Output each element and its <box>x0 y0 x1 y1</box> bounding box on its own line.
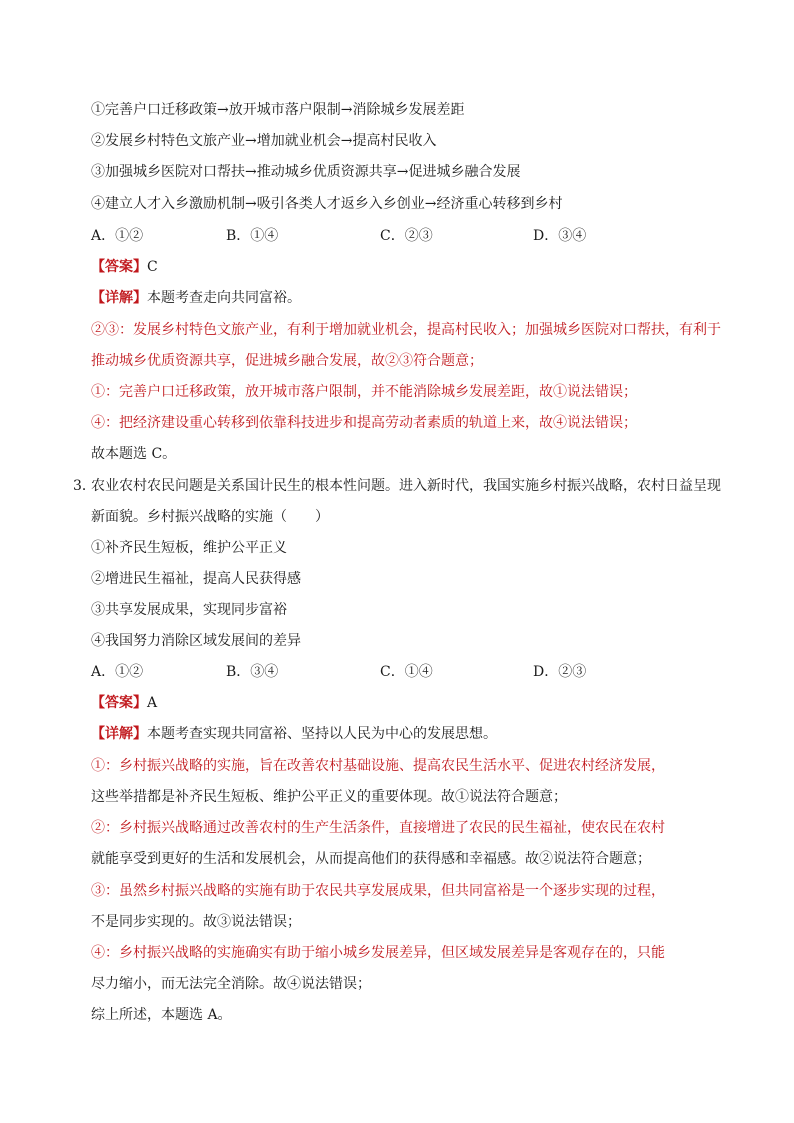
q2-option-b: B．①④ <box>226 228 279 244</box>
q3-statement-1: ①补齐民生短板，维护公平正义 <box>91 540 287 556</box>
detail-text: 本题考查实现共同富裕、坚持以人民为中心的发展思想。 <box>147 726 497 742</box>
detail-tag: 【详解】 <box>91 290 147 306</box>
q2-statement-1: ①完善户口迁移政策→放开城市落户限制→消除城乡发展差距 <box>91 102 465 118</box>
q3-option-b: B．③④ <box>226 664 279 680</box>
q2-conclusion: 故本题选 C。 <box>91 446 177 462</box>
q2-option-c: C．②③ <box>380 228 433 244</box>
q3-explanation-line: ④：乡村振兴战略的实施确实有助于缩小城乡发展差异，但区域发展差异是客观存在的，只能 <box>91 945 665 961</box>
q3-explanation-line: ①：乡村振兴战略的实施，旨在改善农村基础设施、提高农民生活水平、促进农村经济发展， <box>91 758 665 774</box>
q2-statement-3: ③加强城乡医院对口帮扶→推动城乡优质资源共享→促进城乡融合发展 <box>91 164 521 180</box>
q3-option-a: A．①② <box>91 664 144 680</box>
q2-answer <box>91 257 158 277</box>
q2-statement-2: ②发展乡村特色文旅产业→增加就业机会→提高村民收入 <box>91 133 437 149</box>
answer-value: C <box>147 259 158 275</box>
q2-wrong-line: ①：完善户口迁移政策，放开城市落户限制，并不能消除城乡发展差距，故①说法错误； <box>91 384 637 400</box>
q2-option-a: A．①② <box>91 228 144 244</box>
q3-option-c: C．①④ <box>380 664 433 680</box>
q3-statement-2: ②增进民生福祉，提高人民获得感 <box>91 571 301 587</box>
q3-detail <box>91 724 497 744</box>
q3-answer <box>91 693 157 713</box>
q3-explanation-line: 不是同步实现的。故③说法错误； <box>91 914 301 930</box>
q3-statement-4: ④我国努力消除区域发展间的差异 <box>91 633 301 649</box>
q3-conclusion: 综上所述，本题选 A。 <box>91 1007 232 1023</box>
q2-explanation-line: 推动城乡优质资源共享，促进城乡融合发展，故②③符合题意； <box>91 353 483 369</box>
answer-value: A <box>147 695 158 711</box>
q2-wrong-line: ④：把经济建设重心转移到依靠科技进步和提高劳动者素质的轨道上来，故④说法错误； <box>91 415 637 431</box>
answer-tag: 【答案】 <box>91 695 147 711</box>
q2-option-d: D．③④ <box>533 228 587 244</box>
q3-stem-line: 新面貌。乡村振兴战略的实施（ ） <box>91 509 329 525</box>
q3-statement-3: ③共享发展成果，实现同步富裕 <box>91 602 287 618</box>
q2-explanation-line: ②③：发展乡村特色文旅产业，有利于增加就业机会，提高村民收入；加强城乡医院对口帮扶，有利于 <box>91 322 721 338</box>
detail-tag: 【详解】 <box>91 726 147 742</box>
q3-number: 3． <box>73 478 96 494</box>
q3-option-d: D．②③ <box>533 664 587 680</box>
q3-explanation-line: 这些举措都是补齐民生短板、维护公平正义的重要体现。故①说法符合题意； <box>91 789 567 805</box>
q3-explanation-line: ②：乡村振兴战略通过改善农村的生产生活条件，直接增进了农民的民生福祉，使农民在农村 <box>91 820 665 836</box>
q2-detail <box>91 288 301 308</box>
detail-text: 本题考查走向共同富裕。 <box>147 290 301 306</box>
q3-explanation-line: 就能享受到更好的生活和发展机会，从而提高他们的获得感和幸福感。故②说法符合题意； <box>91 851 651 867</box>
q2-statement-4: ④建立人才入乡激励机制→吸引各类人才返乡入乡创业→经济重心转移到乡村 <box>91 196 563 212</box>
answer-tag: 【答案】 <box>91 259 147 275</box>
q3-explanation-line: ③：虽然乡村振兴战略的实施有助于农民共享发展成果，但共同富裕是一个逐步实现的过程， <box>91 883 665 899</box>
q3-explanation-line: 尽力缩小，而无法完全消除。故④说法错误； <box>91 976 371 992</box>
q3-stem-line: 农业农村农民问题是关系国计民生的根本性问题。进入新时代，我国实施乡村振兴战略，农村日益呈现 <box>91 478 721 494</box>
